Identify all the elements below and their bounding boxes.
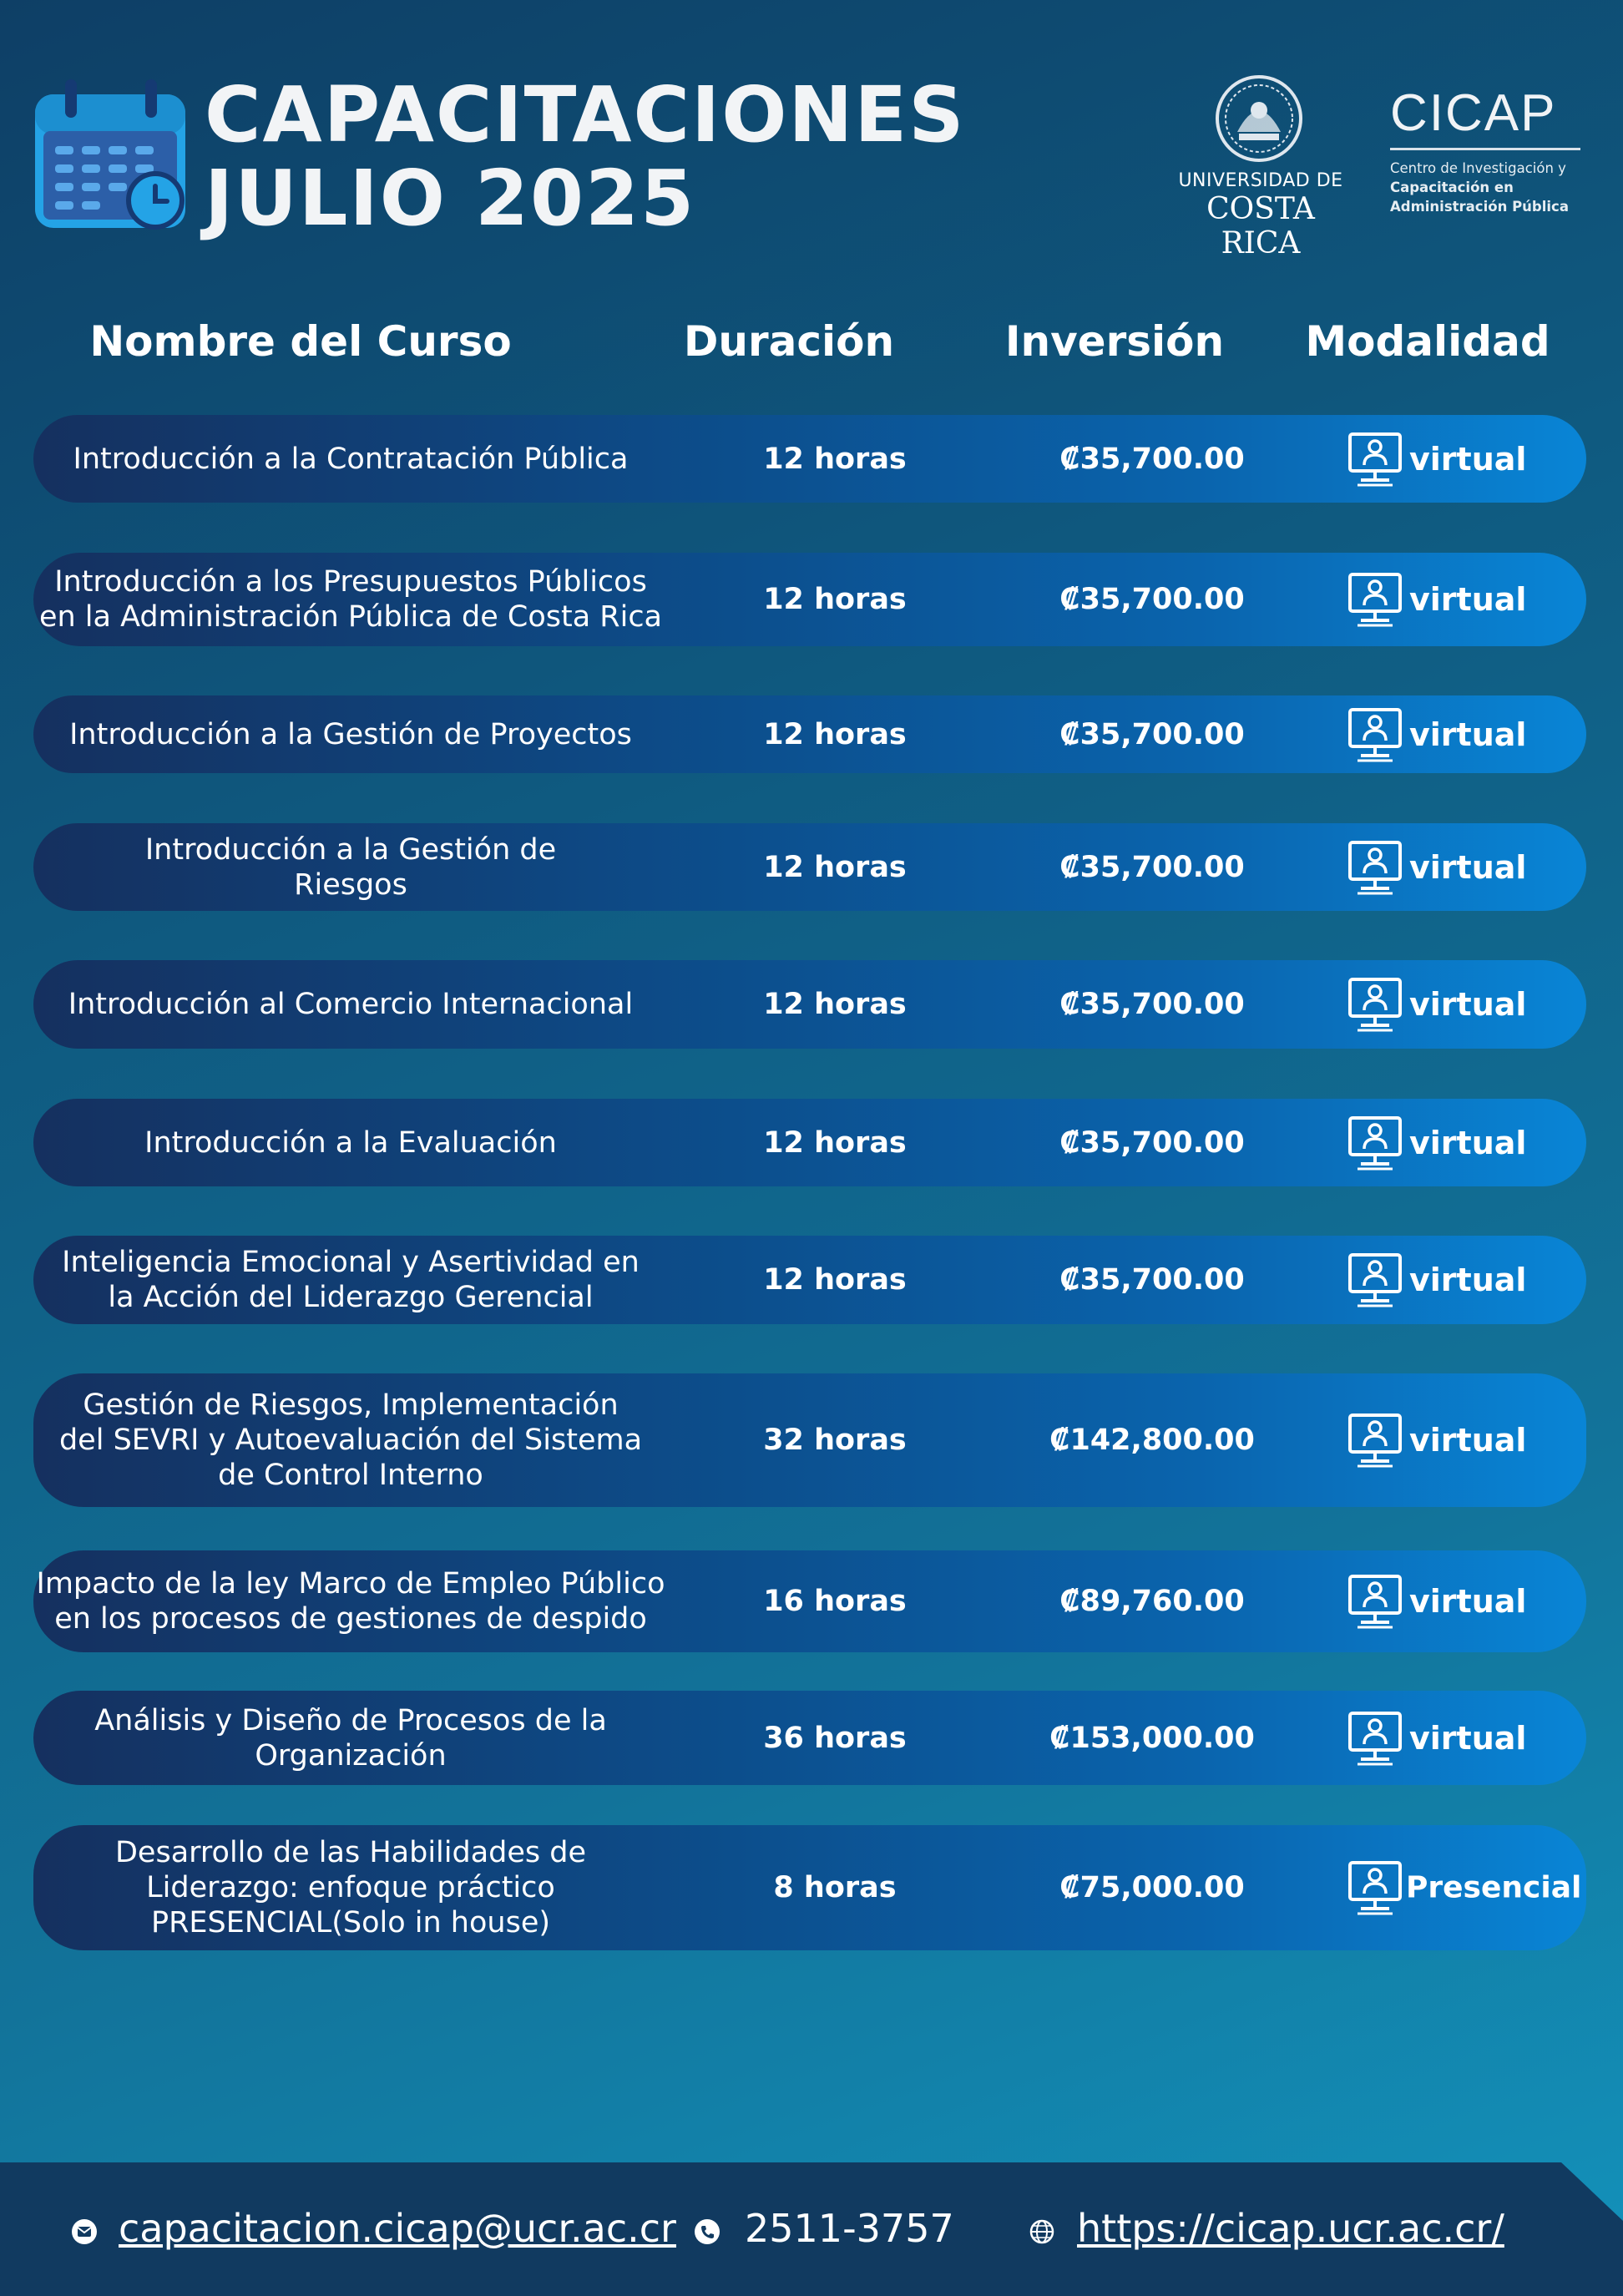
calendar-icon xyxy=(32,79,190,234)
monitor-user-icon xyxy=(1347,977,1403,1032)
course-duration: 12 horas xyxy=(763,1263,907,1297)
course-row xyxy=(33,1825,1586,1950)
footer-website-link[interactable]: https://cicap.ucr.ac.cr/ xyxy=(1077,2206,1504,2251)
course-name: Introducción a la Gestión de Proyectos xyxy=(69,717,632,751)
course-investment: ₡35,700.00 xyxy=(1059,442,1245,476)
monitor-user-icon xyxy=(1347,1413,1403,1468)
course-investment: ₡153,000.00 xyxy=(1049,1721,1255,1755)
monitor-user-icon xyxy=(1347,707,1403,762)
course-row xyxy=(33,1099,1586,1186)
footer xyxy=(0,2162,1623,2296)
cicap-sub-3: Administración Pública xyxy=(1390,199,1569,215)
course-duration: 12 horas xyxy=(763,988,907,1021)
course-modality: virtual xyxy=(1409,1583,1527,1620)
column-header-duration: Duración xyxy=(683,317,895,366)
course-row xyxy=(33,1691,1586,1785)
course-row xyxy=(33,695,1586,773)
course-row xyxy=(33,553,1586,646)
course-duration: 36 horas xyxy=(763,1721,907,1755)
course-investment: ₡75,000.00 xyxy=(1059,1871,1245,1904)
footer-phone: 2511-3757 xyxy=(745,2206,954,2251)
column-header-modality: Modalidad xyxy=(1305,317,1550,366)
course-modality: virtual xyxy=(1409,1262,1527,1298)
course-modality: Presencial xyxy=(1406,1870,1582,1905)
cicap-name: CICAP xyxy=(1390,84,1557,142)
course-name: Introducción al Comercio Internacional xyxy=(68,988,634,1021)
cicap-divider xyxy=(1390,148,1580,150)
course-duration: 12 horas xyxy=(763,583,907,616)
course-investment: ₡35,700.00 xyxy=(1059,1125,1245,1160)
monitor-user-icon xyxy=(1347,1252,1403,1307)
monitor-user-icon xyxy=(1347,1860,1403,1915)
title-line-2: JULIO 2025 xyxy=(205,154,696,243)
course-duration: 12 horas xyxy=(763,442,907,476)
course-modality: virtual xyxy=(1409,581,1527,618)
course-name: Introducción a la Evaluación xyxy=(144,1125,557,1160)
course-duration: 16 horas xyxy=(763,1585,907,1618)
course-row xyxy=(33,823,1586,911)
ucr-seal-icon xyxy=(1214,73,1304,164)
course-name: Introducción a la Contratación Pública xyxy=(73,442,629,476)
course-investment: ₡35,700.00 xyxy=(1059,988,1245,1021)
column-header-name: Nombre del Curso xyxy=(89,317,512,366)
course-name: Introducción a la Gestión de Riesgos xyxy=(144,832,557,902)
course-row xyxy=(33,1550,1586,1652)
ucr-name-line1: UNIVERSIDAD DE xyxy=(1178,170,1343,191)
column-header-investment: Inversión xyxy=(1004,317,1225,366)
course-investment: ₡35,700.00 xyxy=(1059,850,1245,884)
course-duration: 8 horas xyxy=(773,1871,897,1904)
course-duration: 12 horas xyxy=(763,717,907,751)
cicap-logo xyxy=(1390,83,1582,225)
ucr-name-line2: COSTA RICA xyxy=(1206,192,1315,260)
course-investment: ₡35,700.00 xyxy=(1059,1263,1245,1297)
monitor-user-icon xyxy=(1347,1574,1403,1629)
monitor-user-icon xyxy=(1347,1115,1403,1171)
course-name: Análisis y Diseño de Procesos de la Organización xyxy=(94,1703,607,1773)
course-modality: virtual xyxy=(1409,848,1527,886)
course-investment: ₡35,700.00 xyxy=(1059,717,1245,751)
cicap-sub-1: Centro de Investigación y xyxy=(1390,160,1566,176)
header xyxy=(0,0,1623,267)
course-modality: virtual xyxy=(1409,1124,1527,1161)
course-row xyxy=(33,1373,1586,1507)
course-modality: virtual xyxy=(1409,716,1527,753)
course-row xyxy=(33,960,1586,1049)
course-modality: virtual xyxy=(1409,986,1527,1023)
course-duration: 12 horas xyxy=(763,850,907,884)
course-investment: ₡89,760.00 xyxy=(1059,1585,1245,1618)
globe-icon xyxy=(1029,2219,1054,2244)
course-investment: ₡35,700.00 xyxy=(1059,583,1245,616)
page-title xyxy=(205,70,966,243)
cicap-sub-2: Capacitación en xyxy=(1390,180,1514,195)
course-duration: 12 horas xyxy=(763,1125,907,1160)
monitor-user-icon xyxy=(1347,572,1403,627)
course-modality: virtual xyxy=(1409,440,1527,478)
course-row xyxy=(33,415,1586,503)
email-icon xyxy=(72,2219,97,2244)
monitor-user-icon xyxy=(1347,432,1403,487)
footer-email-link[interactable]: capacitacion.cicap@ucr.ac.cr xyxy=(119,2206,676,2251)
monitor-user-icon xyxy=(1347,840,1403,895)
course-name: Desarrollo de las Habilidades de Liderazgo: enfoque práctico PRESENCIAL(Solo in house) xyxy=(114,1836,587,1939)
course-name: Inteligencia Emocional y Asertividad en la Acción del Liderazgo Gerencial xyxy=(62,1246,640,1314)
monitor-user-icon xyxy=(1347,1711,1403,1766)
course-modality: virtual xyxy=(1409,1719,1527,1757)
course-row xyxy=(33,1236,1586,1324)
course-investment: ₡142,800.00 xyxy=(1049,1424,1255,1457)
course-name: Gestión de Riesgos, Implementación del SEVRI y Autoevaluación del Sistema de Control Interno xyxy=(58,1388,643,1492)
course-duration: 32 horas xyxy=(763,1424,907,1457)
title-line-1: CAPACITACIONES xyxy=(205,70,966,159)
phone-icon xyxy=(695,2219,720,2244)
course-name: Introducción a los Presupuestos Públicos en la Administración Pública de Costa Rica xyxy=(38,565,663,634)
course-name: Impacto de la ley Marco de Empleo Público en los procesos de gestiones de despido xyxy=(36,1567,665,1636)
course-modality: virtual xyxy=(1409,1422,1527,1459)
cicap-subtitle xyxy=(1390,159,1582,216)
ucr-logo xyxy=(1169,73,1352,260)
